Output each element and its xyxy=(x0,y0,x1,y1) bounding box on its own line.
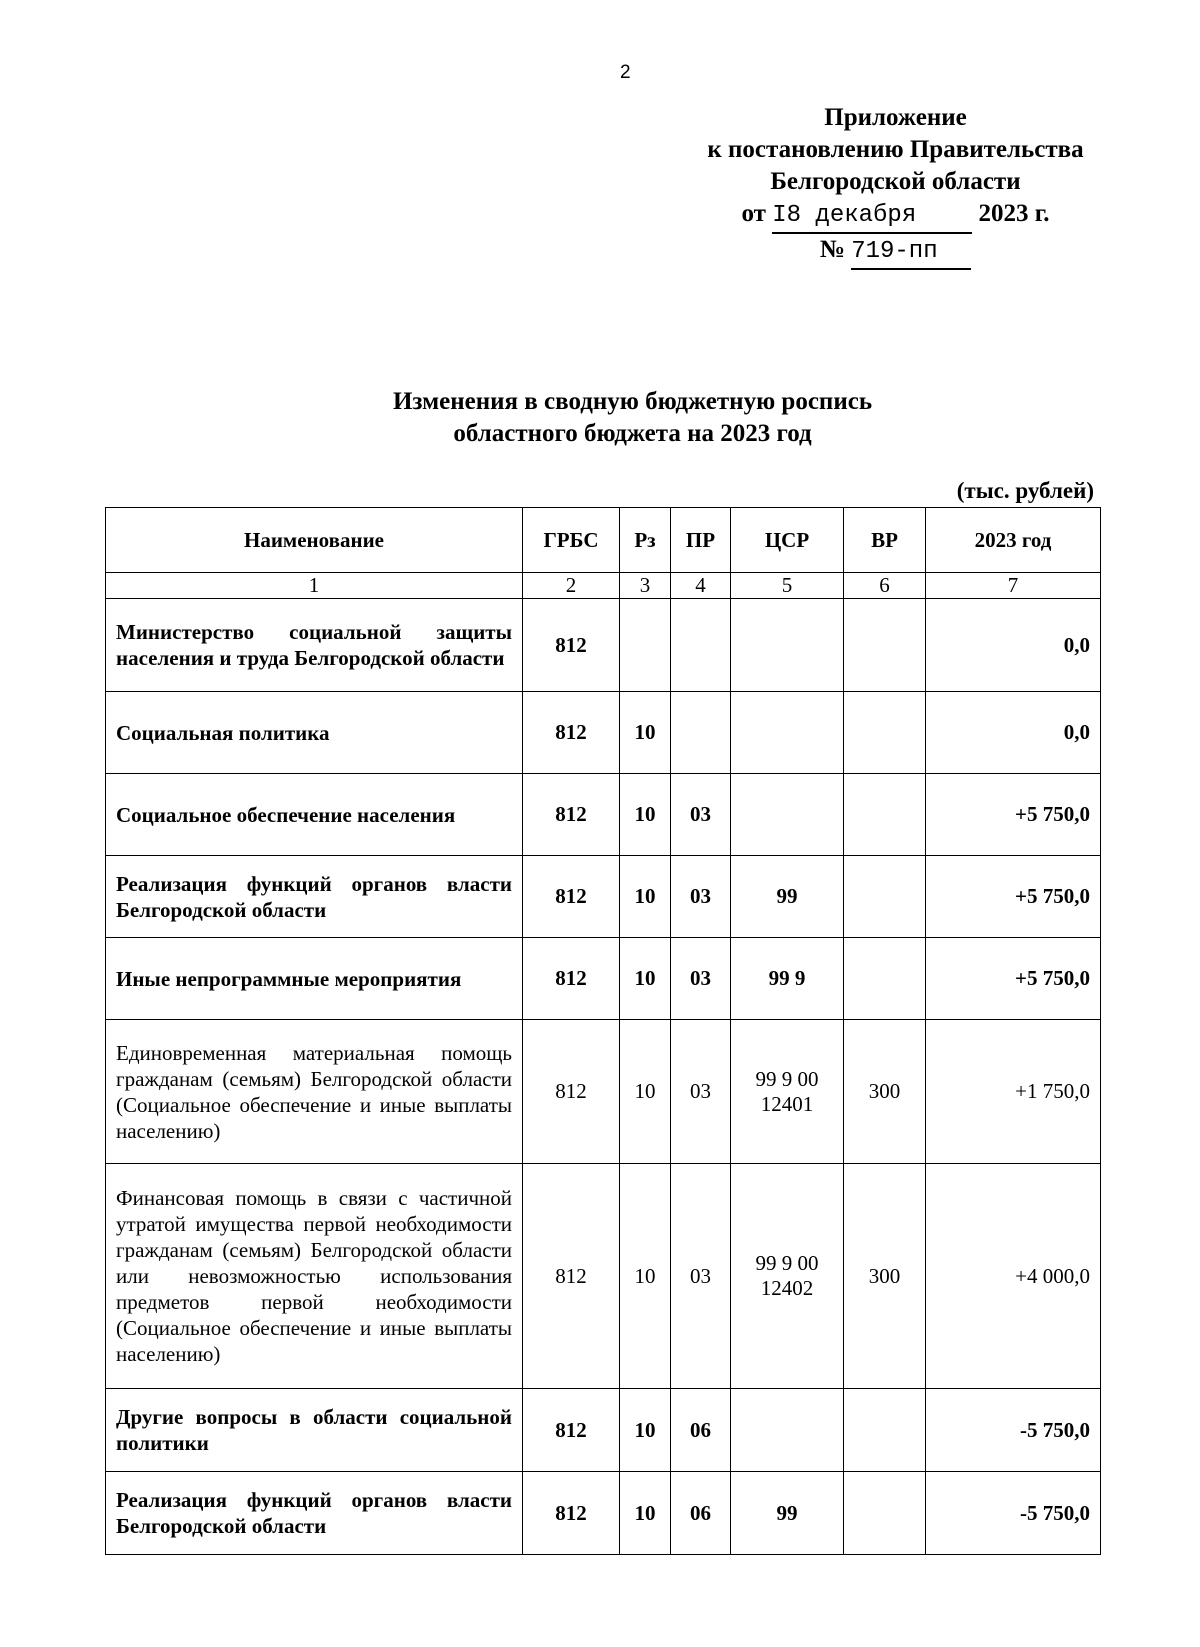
row-rz: 10 xyxy=(620,692,671,774)
table-row xyxy=(106,1389,1101,1472)
row-vr xyxy=(844,599,926,692)
date-filled: I8 декабря xyxy=(772,200,972,234)
appendix-date xyxy=(668,198,1123,234)
header-vr: ВР xyxy=(844,508,926,573)
column-number-row xyxy=(106,573,1101,599)
row-amount: 0,0 xyxy=(926,599,1101,692)
row-amount: 0,0 xyxy=(926,692,1101,774)
row-name: Другие вопросы в области социальной политики xyxy=(106,1389,523,1472)
row-amount: -5 750,0 xyxy=(926,1472,1101,1555)
row-pr: 06 xyxy=(671,1389,731,1472)
row-csr-line-2: 12402 xyxy=(760,1276,814,1300)
colnum-7: 7 xyxy=(926,573,1101,599)
row-pr: 06 xyxy=(671,1472,731,1555)
row-vr: 300 xyxy=(844,1020,926,1164)
appendix-number xyxy=(668,234,1123,270)
colnum-6: 6 xyxy=(844,573,926,599)
row-vr xyxy=(844,938,926,1020)
table-row xyxy=(106,599,1101,692)
row-rz: 10 xyxy=(620,856,671,938)
colnum-3: 3 xyxy=(620,573,671,599)
header-csr: ЦСР xyxy=(731,508,844,573)
row-grbs: 812 xyxy=(523,599,620,692)
row-name: Реализация функций органов власти Белгородской области xyxy=(106,1472,523,1555)
table-row xyxy=(106,774,1101,856)
row-vr xyxy=(844,1472,926,1555)
row-pr xyxy=(671,599,731,692)
row-vr xyxy=(844,774,926,856)
row-amount: +5 750,0 xyxy=(926,938,1101,1020)
header-grbs: ГРБС xyxy=(523,508,620,573)
row-grbs: 812 xyxy=(523,1472,620,1555)
row-grbs: 812 xyxy=(523,856,620,938)
row-name: Иные непрограммные мероприятия xyxy=(106,938,523,1020)
header-rz: Рз xyxy=(620,508,671,573)
appendix-title: Приложение xyxy=(824,104,967,131)
row-csr: 99 xyxy=(731,856,844,938)
row-csr: 99 xyxy=(731,1472,844,1555)
row-name: Единовременная материальная помощь гражданам (семьям) Белгородской области (Социальное обеспечение и иные выплаты населению) xyxy=(106,1020,523,1164)
row-rz: 10 xyxy=(620,1389,671,1472)
row-pr: 03 xyxy=(671,856,731,938)
row-amount: +5 750,0 xyxy=(926,856,1101,938)
table-row xyxy=(106,692,1101,774)
row-rz: 10 xyxy=(620,938,671,1020)
row-grbs: 812 xyxy=(523,938,620,1020)
number-prefix: № xyxy=(819,236,845,263)
row-rz: 10 xyxy=(620,774,671,856)
row-csr xyxy=(731,774,844,856)
row-name: Социальное обеспечение населения xyxy=(106,774,523,856)
appendix-header xyxy=(668,102,1123,270)
row-amount: +4 000,0 xyxy=(926,1164,1101,1389)
title-line-2: областного бюджета на 2023 год xyxy=(453,420,812,447)
row-grbs: 812 xyxy=(523,1389,620,1472)
row-csr xyxy=(731,692,844,774)
row-csr-line-1: 99 9 00 xyxy=(755,1251,819,1275)
row-pr: 03 xyxy=(671,1164,731,1389)
date-suffix: 2023 г. xyxy=(978,200,1050,227)
row-name: Министерство социальной защиты населения и труда Белгородской области xyxy=(106,599,523,692)
row-csr xyxy=(731,1164,844,1389)
table-row xyxy=(106,856,1101,938)
table-row xyxy=(106,938,1101,1020)
row-grbs: 812 xyxy=(523,1164,620,1389)
row-name: Финансовая помощь в связи с частичной утратой имущества первой необходимости гражданам (семьям) Белгородской области или невозможностью использования предметов первой необходимости (Социальное обеспечение и иные выплаты населению) xyxy=(106,1164,523,1389)
row-name: Социальная политика xyxy=(106,692,523,774)
row-csr-line-2: 12401 xyxy=(760,1091,814,1116)
row-grbs: 812 xyxy=(523,774,620,856)
page-number: 2 xyxy=(620,62,631,83)
row-csr xyxy=(731,1389,844,1472)
row-vr: 300 xyxy=(844,1164,926,1389)
row-pr: 03 xyxy=(671,774,731,856)
row-csr xyxy=(731,1020,844,1164)
row-vr xyxy=(844,692,926,774)
appendix-decree: к постановлению Правительства xyxy=(707,136,1084,163)
row-rz: 10 xyxy=(620,1472,671,1555)
colnum-1: 1 xyxy=(106,573,523,599)
table-header-row xyxy=(106,508,1101,573)
row-csr: 99 9 xyxy=(731,938,844,1020)
appendix-region: Белгородской области xyxy=(770,168,1021,195)
document-title xyxy=(300,386,965,450)
row-pr xyxy=(671,692,731,774)
title-line-1: Изменения в сводную бюджетную роспись xyxy=(392,388,873,415)
colnum-2: 2 xyxy=(523,573,620,599)
table-row xyxy=(106,1472,1101,1555)
row-rz: 10 xyxy=(620,1164,671,1389)
row-amount: +1 750,0 xyxy=(926,1020,1101,1164)
colnum-4: 4 xyxy=(671,573,731,599)
row-rz xyxy=(620,599,671,692)
table-row xyxy=(106,1020,1101,1164)
row-amount: -5 750,0 xyxy=(926,1389,1101,1472)
header-amount: 2023 год xyxy=(926,508,1101,573)
row-csr-line-1: 99 9 00 xyxy=(755,1066,819,1091)
colnum-5: 5 xyxy=(731,573,844,599)
header-name: Наименование xyxy=(106,508,523,573)
header-pr: ПР xyxy=(671,508,731,573)
date-prefix: от xyxy=(741,200,766,227)
row-rz: 10 xyxy=(620,1020,671,1164)
row-vr xyxy=(844,1389,926,1472)
row-pr: 03 xyxy=(671,1020,731,1164)
row-grbs: 812 xyxy=(523,1020,620,1164)
budget-table xyxy=(105,507,1101,1555)
table-row xyxy=(106,1164,1101,1389)
number-filled: 719-пп xyxy=(851,236,971,270)
row-amount: +5 750,0 xyxy=(926,774,1101,856)
units-label: (тыс. рублей) xyxy=(956,478,1094,503)
row-name: Реализация функций органов власти Белгородской области xyxy=(106,856,523,938)
row-csr xyxy=(731,599,844,692)
row-pr: 03 xyxy=(671,938,731,1020)
row-vr xyxy=(844,856,926,938)
row-grbs: 812 xyxy=(523,692,620,774)
